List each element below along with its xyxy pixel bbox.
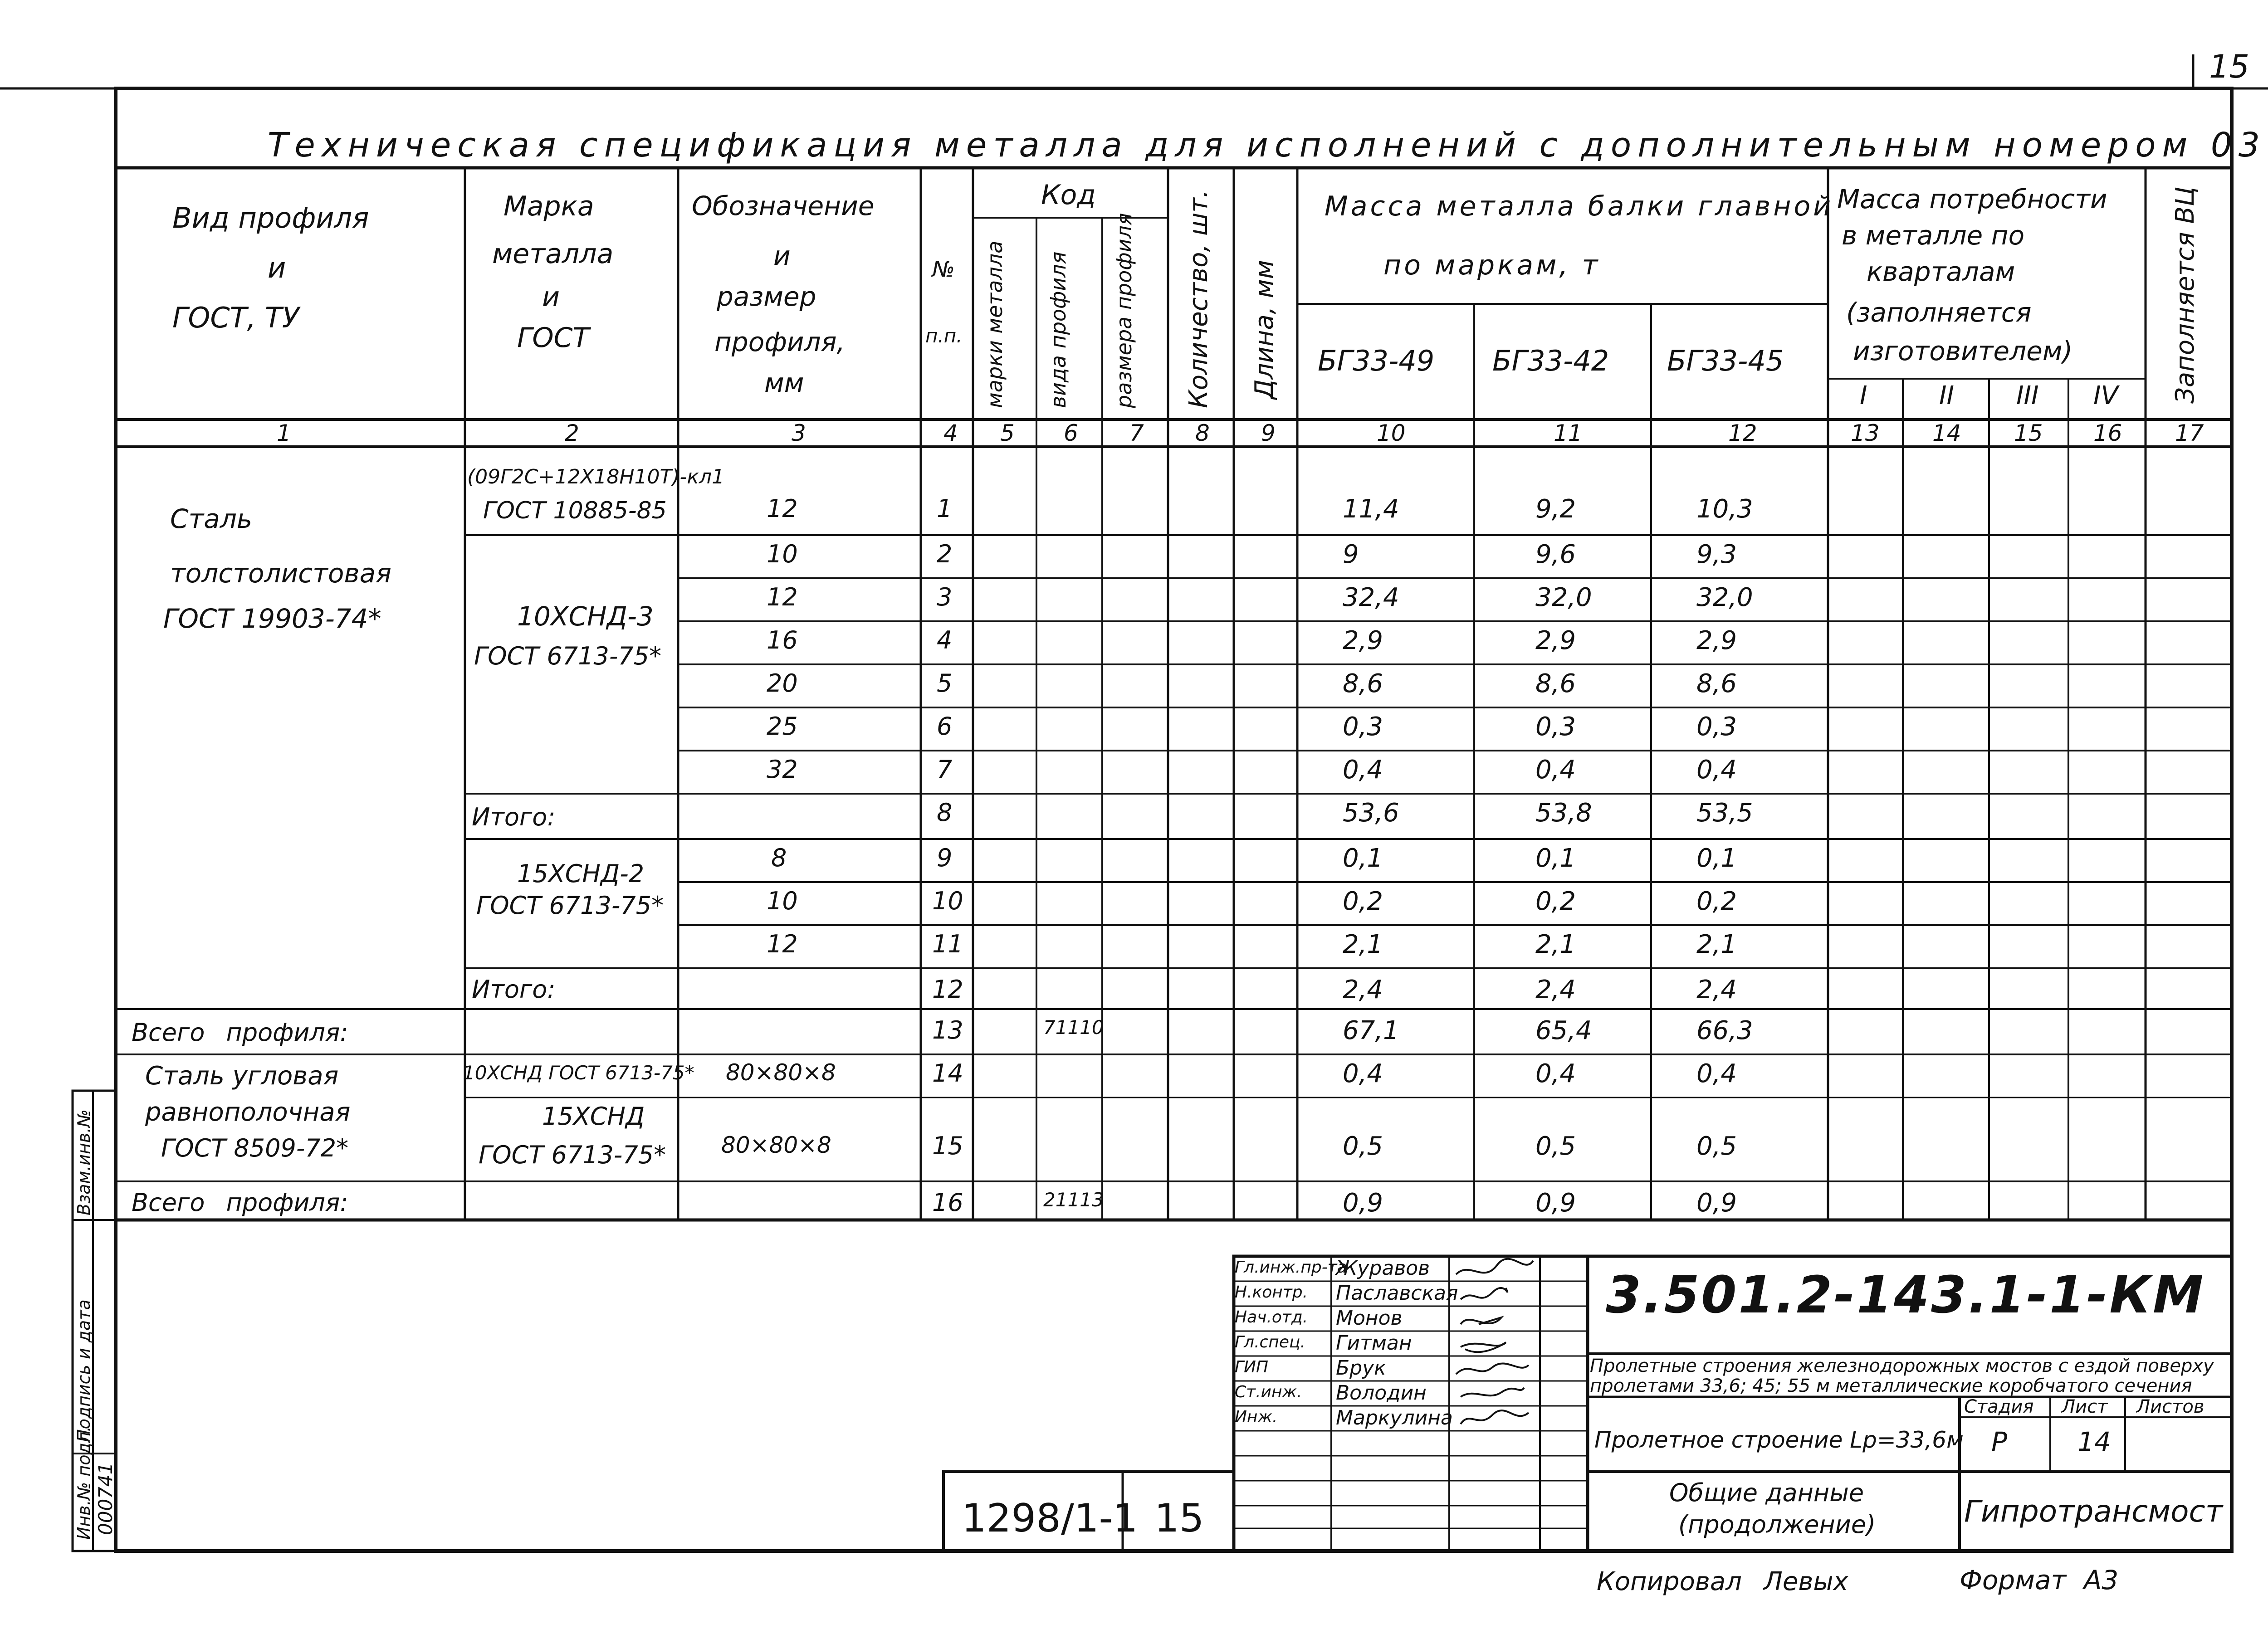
mass-bg33-42: 53,8 (1535, 798, 1592, 828)
row-size: 16 (767, 626, 798, 654)
mass-bg33-42: 2,9 (1535, 626, 1576, 655)
row-number: 8 (937, 798, 953, 827)
header-need-5: изготовителем) (1853, 336, 2073, 366)
row-number: 15 (932, 1132, 963, 1160)
signature-6 (1461, 1388, 1524, 1397)
mass-bg33-42: 65,4 (1535, 1016, 1592, 1045)
header-code-profile: вида профиля (1046, 251, 1070, 408)
row-number: 5 (937, 669, 953, 698)
subtotal-2: Итого: (472, 975, 556, 1004)
stamp-role: Гл.инж.пр-та (1235, 1258, 1347, 1277)
row-size: 10 (767, 540, 798, 568)
stamp-inv-no: Инв.№ подл. (74, 1426, 94, 1540)
steel-sheet-1: Сталь (170, 503, 253, 534)
steel-sheet-2: толстолистовая (170, 558, 392, 589)
row-number: 16 (932, 1188, 963, 1217)
col-num: 4 (943, 420, 958, 446)
header-num-1: № (932, 257, 955, 282)
organization: Гипротрансмост (1964, 1494, 2223, 1529)
content-2: (продолжение) (1678, 1510, 1876, 1539)
mass-bg33-49: 0,5 (1343, 1132, 1383, 1161)
mass-bg33-42: 0,3 (1535, 712, 1576, 741)
header-grade-4: ГОСТ (517, 322, 590, 354)
mass-bg33-49: 9 (1343, 540, 1359, 569)
mass-bg33-42: 0,4 (1535, 1059, 1576, 1088)
stamp-name: Володин (1336, 1381, 1427, 1405)
stamp-name: Монов (1336, 1307, 1403, 1330)
col-num: 10 (1377, 420, 1406, 446)
mass-bg33-49: 0,1 (1343, 844, 1383, 873)
col-num: 1 (277, 420, 291, 446)
total-profile-1: Всего профиля: (132, 1018, 348, 1047)
mass-bg33-45: 2,1 (1696, 930, 1737, 959)
stamp-inv-value: 000741 (94, 1462, 117, 1535)
col-num: 9 (1261, 420, 1276, 446)
col-num: 3 (792, 420, 806, 446)
row-number: 11 (932, 930, 963, 958)
header-designation-4: профиля, (714, 327, 845, 357)
mass-bg33-45: 0,4 (1696, 1059, 1737, 1088)
mass-bg33-49: 2,1 (1343, 930, 1383, 959)
mass-bg33-49: 53,6 (1343, 798, 1399, 828)
col-num: 7 (1129, 420, 1144, 446)
header-profile-3: ГОСТ, ТУ (172, 301, 299, 334)
quarter-3: III (2016, 381, 2039, 410)
mass-bg33-45: 53,5 (1696, 798, 1753, 828)
mass-bg33-42: 9,6 (1535, 540, 1576, 569)
mass-bg33-49: 2,4 (1343, 975, 1383, 1005)
mass-bg33-45: 0,4 (1696, 755, 1737, 785)
mass-bg33-49: 32,4 (1343, 583, 1399, 612)
header-designation-3: размер (717, 281, 816, 312)
col-num: 16 (2093, 420, 2122, 446)
header-quantity: Количество, шт. (1184, 190, 1213, 408)
mass-bg33-49: 0,4 (1343, 755, 1383, 785)
mass-bg33-45: 0,2 (1696, 887, 1737, 916)
signature-4 (1461, 1342, 1506, 1352)
row-size: 10 (767, 887, 798, 915)
row-size: 12 (767, 930, 798, 958)
mass-bg33-49: 8,6 (1343, 669, 1383, 698)
signature-2 (1461, 1288, 1508, 1299)
header-num-2: п.п. (925, 325, 963, 347)
steel-sheet-3: ГОСТ 19903-74* (163, 603, 381, 634)
quarter-2: II (1939, 381, 1955, 410)
mass-bg33-42: 8,6 (1535, 669, 1576, 698)
header-profile-2: и (268, 251, 286, 284)
row-size: 8 (771, 844, 787, 872)
col-num: 5 (1000, 420, 1015, 446)
row-size: 20 (767, 669, 798, 698)
header-profile-1: Вид профиля (172, 201, 369, 234)
row-size: 32 (767, 755, 798, 784)
mark-bg33-45: БГ33-45 (1667, 344, 1784, 377)
sheet-title: Пролетное строение Lр=33,6м (1594, 1427, 1964, 1453)
col-num: 12 (1728, 420, 1757, 446)
header-code: Код (1041, 179, 1096, 211)
mass-bg33-49: 67,1 (1343, 1016, 1399, 1045)
stamp-role: Н.контр. (1235, 1283, 1308, 1302)
mass-bg33-42: 0,4 (1535, 755, 1576, 785)
doc-code: 3.501.2-143.1-1-КМ (1606, 1266, 2205, 1325)
mass-bg33-42: 0,5 (1535, 1132, 1576, 1161)
grade-c-2: ГОСТ 6713-75* (476, 891, 664, 920)
row-number: 2 (937, 540, 953, 568)
header-code-size: размера профиля (1112, 213, 1136, 408)
col-num: 13 (1851, 420, 1880, 446)
stamp-replace: Взам.инв.№ (74, 1109, 94, 1215)
col-num: 17 (2175, 420, 2204, 446)
subtotal-1: Итого: (472, 803, 556, 831)
header-need-2: в металле по (1842, 220, 2025, 251)
stamp-sign-date: Подпись и дата (74, 1299, 94, 1442)
stamp-name: Брук (1336, 1356, 1386, 1380)
signature-3 (1461, 1317, 1501, 1324)
header-mass-2: по маркам, т (1383, 249, 1601, 281)
steel-angle-1: Сталь угловая (145, 1061, 339, 1091)
row-number: 9 (937, 844, 953, 872)
grade-d: 10ХСНД ГОСТ 6713-75* (463, 1062, 694, 1084)
stamp-role: Гл.спец. (1235, 1333, 1305, 1351)
header-designation-2: и (773, 240, 791, 271)
mass-bg33-42: 0,2 (1535, 887, 1576, 916)
mass-bg33-45: 9,3 (1696, 540, 1737, 569)
row-size: 80×80×8 (726, 1059, 836, 1086)
stamp-name: Журавов (1336, 1257, 1430, 1280)
row-number: 6 (937, 712, 953, 741)
signature-1 (1456, 1259, 1533, 1274)
project-title: Пролетные строения железнодорожных мостов с ездой поверху пролетами 33,6; 45; 55 м металлические коробчатого сечения (1590, 1356, 2214, 1396)
stage-label: Стадия (1964, 1396, 2034, 1417)
col-num: 14 (1932, 420, 1961, 446)
mark-bg33-42: БГ33-42 (1492, 344, 1609, 377)
page-number: 15 (2209, 48, 2250, 85)
mass-bg33-42: 0,9 (1535, 1188, 1576, 1218)
row-number: 4 (937, 626, 953, 654)
grade-b-2: ГОСТ 6713-75* (474, 642, 662, 670)
sheet-value: 14 (2077, 1426, 2111, 1457)
col-num: 8 (1195, 420, 1210, 446)
col-num: 15 (2014, 420, 2043, 446)
signature-7 (1461, 1410, 1529, 1424)
row-code: 71110 (1043, 1016, 1104, 1039)
mark-bg33-49: БГ33-49 (1318, 344, 1435, 377)
mass-bg33-45: 32,0 (1696, 583, 1753, 612)
mass-bg33-45: 0,1 (1696, 844, 1737, 873)
stamp-name: Маркулина (1336, 1406, 1453, 1429)
mass-bg33-42: 0,1 (1535, 844, 1576, 873)
archive-sheet: 15 (1154, 1496, 1204, 1541)
header-mass-1: Масса металла балки главной (1325, 190, 1834, 222)
header-length: Длина, мм (1250, 260, 1279, 399)
stamp-role: ГИП (1235, 1358, 1269, 1376)
row-number: 10 (932, 887, 963, 915)
header-grade-3: и (542, 281, 560, 313)
table-title: Техническая спецификация металла для исполнений с дополнительным номером 03 (268, 126, 2267, 165)
mass-bg33-45: 10,3 (1696, 494, 1753, 524)
row-number: 1 (937, 494, 953, 523)
row-number: 14 (932, 1059, 963, 1088)
header-designation-1: Обозначение (692, 190, 875, 221)
stamp-name: Паславская (1336, 1282, 1458, 1305)
quarter-1: I (1860, 381, 1867, 410)
row-number: 3 (937, 583, 953, 611)
row-number: 12 (932, 975, 963, 1004)
header-grade-1: Марка (503, 190, 594, 222)
row-size: 25 (767, 712, 798, 741)
col-num: 11 (1554, 420, 1583, 446)
stage-value: Р (1991, 1426, 2007, 1457)
stamp-name: Гитман (1336, 1332, 1412, 1355)
grade-a-2: ГОСТ 10885-85 (483, 497, 667, 524)
signature-5 (1456, 1363, 1529, 1374)
mass-bg33-45: 0,3 (1696, 712, 1737, 741)
header-need-3: кварталам (1867, 256, 2015, 287)
stamp-role: Инж. (1235, 1408, 1278, 1426)
content-1: Общие данные (1669, 1478, 1864, 1507)
row-size: 12 (767, 583, 798, 611)
row-code: 21113 (1043, 1189, 1104, 1211)
mass-bg33-49: 11,4 (1343, 494, 1399, 524)
grade-e-1: 15ХСНД (542, 1102, 645, 1131)
quarter-4: IV (2093, 381, 2118, 410)
grade-b-1: 10ХСНД-3 (517, 601, 654, 632)
mass-bg33-42: 2,1 (1535, 930, 1576, 959)
steel-angle-2: равнополочная (145, 1098, 351, 1127)
mass-bg33-49: 0,3 (1343, 712, 1383, 741)
mass-bg33-45: 8,6 (1696, 669, 1737, 698)
mass-bg33-49: 0,9 (1343, 1188, 1383, 1218)
mass-bg33-45: 0,9 (1696, 1188, 1737, 1218)
col-num: 2 (565, 420, 579, 446)
mass-bg33-49: 0,4 (1343, 1059, 1383, 1088)
total-profile-2: Всего профиля: (132, 1188, 348, 1217)
header-vc: Заполняется ВЦ (2170, 186, 2200, 404)
mass-bg33-42: 9,2 (1535, 494, 1576, 524)
grade-a-1: (09Г2С+12Х18Н10Т)-кл1 (467, 465, 725, 488)
grade-e-2: ГОСТ 6713-75* (479, 1141, 666, 1169)
sheets-label: Листов (2136, 1396, 2204, 1417)
header-need-1: Масса потребности (1837, 184, 2107, 215)
row-number: 7 (937, 755, 953, 784)
mass-bg33-49: 0,2 (1343, 887, 1383, 916)
row-size: 12 (767, 494, 798, 523)
mass-bg33-45: 66,3 (1696, 1016, 1753, 1045)
row-size: 80×80×8 (721, 1132, 831, 1158)
steel-angle-3: ГОСТ 8509-72* (161, 1134, 349, 1162)
signatures (1452, 1256, 1542, 1510)
archive-number: 1298/1-1 (962, 1496, 1138, 1541)
sheet-label: Лист (2062, 1396, 2108, 1417)
stamp-role: Ст.инж. (1235, 1383, 1302, 1401)
stamp-role: Нач.отд. (1235, 1308, 1308, 1327)
mass-bg33-42: 32,0 (1535, 583, 1592, 612)
copied-by: Копировал Левых (1597, 1567, 1848, 1596)
header-designation-5: мм (764, 367, 804, 398)
mass-bg33-45: 2,4 (1696, 975, 1737, 1005)
mass-bg33-45: 0,5 (1696, 1132, 1737, 1161)
mass-bg33-45: 2,9 (1696, 626, 1737, 655)
format: Формат А3 (1960, 1565, 2119, 1595)
header-need-4: (заполняется (1846, 297, 2032, 328)
header-grade-2: металла (492, 238, 614, 270)
col-num: 6 (1064, 420, 1078, 446)
header-code-mark: марки металла (982, 240, 1007, 408)
row-number: 13 (932, 1016, 963, 1044)
mass-bg33-49: 2,9 (1343, 626, 1383, 655)
grade-c-1: 15ХСНД-2 (517, 859, 645, 888)
mass-bg33-42: 2,4 (1535, 975, 1576, 1005)
